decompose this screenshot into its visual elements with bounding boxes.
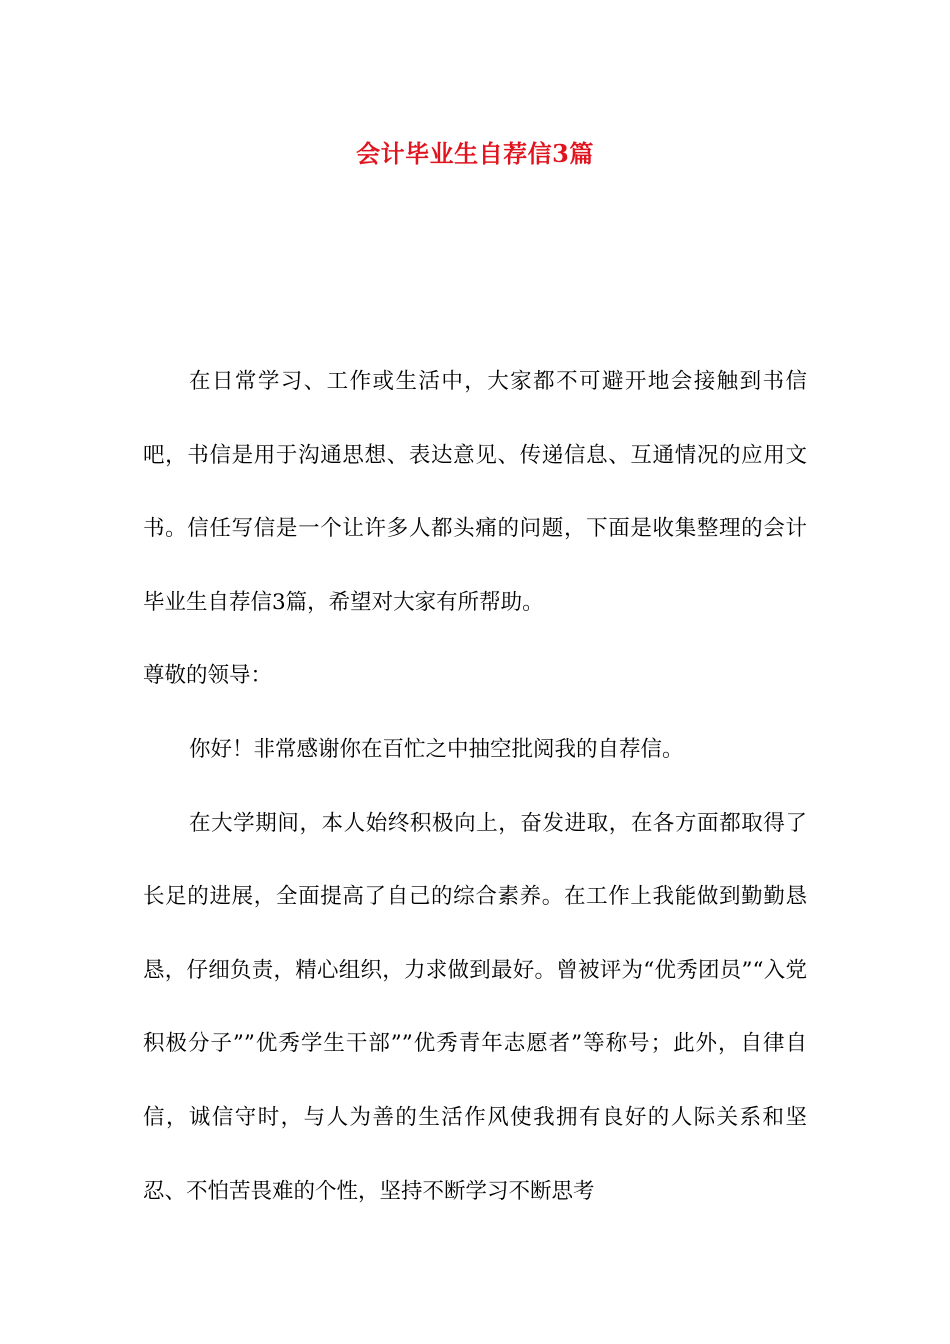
intro-paragraph: 在日常学习、工作或生活中，大家都不可避开地会接触到书信吧，书信是用于沟通思想、表达意见、传递信息、互通情况的应用文书。信任写信是一个让许多人都头痛的问题，下面是收集整理的会计毕业生自荐信3篇，希望对大家有所帮助。 bbox=[143, 369, 807, 615]
salutation: 尊敬的领导： bbox=[143, 663, 273, 689]
document-body bbox=[143, 345, 807, 1228]
greeting-paragraph: 你好！非常感谢你在百忙之中抽空批阅我的自荐信。 bbox=[189, 736, 684, 762]
document-title: 会计毕业生自荐信3篇 bbox=[356, 139, 594, 168]
body-paragraph: 在大学期间，本人始终积极向上，奋发进取，在各方面都取得了长足的进展，全面提高了自己的综合素养。在工作上我能做到勤勤恳恳，仔细负责，精心组织，力求做到最好。曾被评为“优秀团员”“入党积极分子””优秀学生干部””优秀青年志愿者”等称号；此外，自律自信，诚信守时，与人为善的生活作风使我拥有良好的人际关系和坚忍、不怕苦畏难的个性，坚持不断学习不断思考 bbox=[143, 810, 807, 1204]
